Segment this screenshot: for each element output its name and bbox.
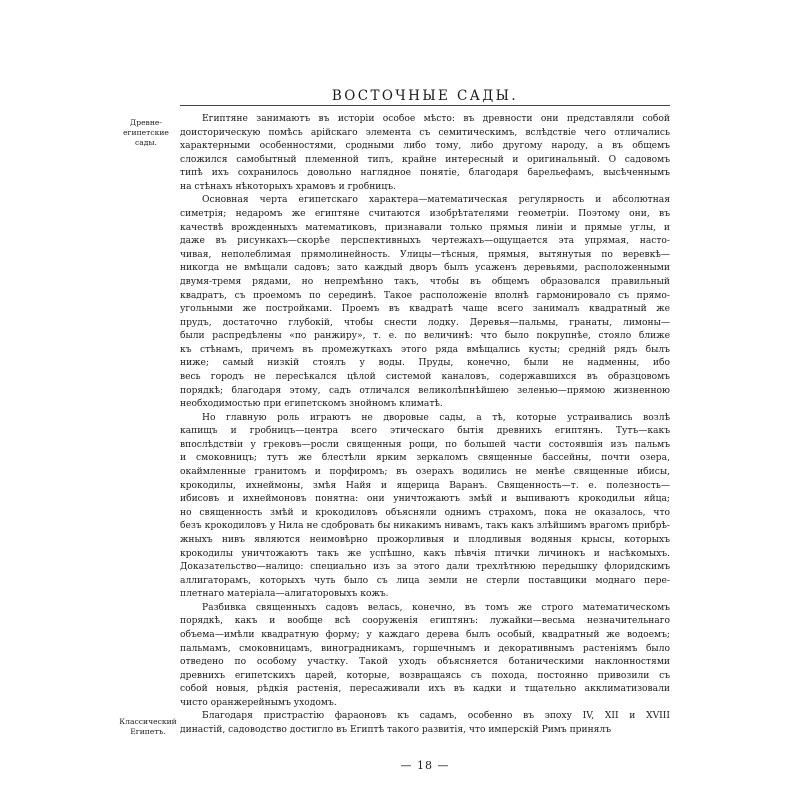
text-line: объема—имѣли квадратную форму; у каждаго дерева былъ особый, квадратный же водоемъ; — [180, 629, 670, 640]
text-line: никогда не вмѣщали садовъ; зато каждый дворъ былъ усаженъ деревьями, расположенными — [180, 263, 670, 274]
paragraph — [180, 113, 670, 194]
text-line: древнихъ египетскихъ царей, которые, возвращаясь съ похода, постоянно привозили съ — [180, 670, 670, 681]
text-line: Благодаря пристрастію фараоновъ къ садамъ, особенно въ эпоху IV, XII и XVIII — [202, 711, 670, 722]
text-line: симетрія; недаромъ же египтяне считаются изобрѣтателями геометріи. Поэтому они, въ — [180, 209, 670, 220]
text-line: собой новыя, рѣдкія растенія, пересаживали ихъ въ кадки и тщательно акклиматизовали — [180, 684, 670, 695]
text-line: угольными же постройками. Проемъ въ квадратѣ чаще всего занималъ квадратный же — [180, 304, 670, 315]
paragraph — [180, 412, 670, 602]
text-line: къ стѣнамъ, причемъ въ промежуткахъ этого ряда вмѣщались кусты; средній рядъ былъ — [180, 344, 670, 355]
title-rule — [180, 105, 670, 106]
text-line: Но главную роль играютъ не дворовые сады, а тѣ, которые устраивались возлѣ — [202, 412, 670, 423]
paragraph — [180, 194, 670, 411]
text-line: квадратъ, съ проемомъ по серединѣ. Такое расположеніе вполнѣ гармонировало съ прямо- — [180, 290, 670, 301]
text-line: Основная черта египетскаго характера—математическая регулярность и абсолютная — [202, 195, 670, 206]
text-line: сложился самобытный племенной типъ, крайне интересный и оригинальный. О садовомъ — [180, 154, 670, 165]
text-line: необходимостью при египетскомъ знойномъ климатѣ. — [180, 399, 443, 410]
text-line: и смоковницъ; тутъ же блестѣли ярким зеркаломъ священные бассейны, почти озера, — [180, 453, 670, 464]
text-line: порядкѣ, какъ и вообще всѣ сооруженія египтянъ: лужайки—весьма незначительнаго — [180, 616, 670, 627]
page-title: ВОСТОЧНЫЕ САДЫ. — [331, 88, 519, 104]
text-line: аллигаторамъ, которыхъ чуть было съ лица земли не стерли поставщики моднаго пере- — [180, 575, 670, 586]
text-line: характерными особенностями, сродными либо тому, либо другому народу, а въ общемъ — [180, 141, 670, 152]
text-line: порядкѣ; благодаря этому, садъ отличался великолѣпнѣйшею зеленью—прямою жизненною — [180, 385, 670, 396]
text-line: ибисовъ и ихнеймоновъ понятна: они уничтожаютъ змѣй и выпиваютъ крокодильи яйца; — [180, 494, 670, 505]
margin-note-classical-egypt: Классический Египетъ. — [119, 717, 177, 736]
paragraph — [180, 710, 670, 737]
margin-note-ancient-egyptian-gardens: Древне-египетские сады. — [123, 118, 169, 147]
text-line: на стѣнахъ нѣкоторыхъ храмовъ и гробницъ. — [180, 181, 396, 192]
paragraph — [180, 602, 670, 711]
text-line: Доказательство—налицо: специально изъ за этого дали трехлѣтнюю передышку флоридскимъ — [180, 562, 670, 573]
text-line: династій, садоводство достигло въ Египтѣ такого развитія, что имперскій Римъ принялъ — [180, 725, 612, 736]
text-line: чивая, неполеблимая прямолинейность. Улицы—тѣсныя, прямыя, вытянутыя по веревкѣ— — [180, 249, 670, 260]
text-line: безъ крокодиловъ у Нила не сдобровать бы никакимъ нивамъ, такъ какъ злѣйшимъ врагомъ прибрѣ- — [180, 521, 670, 532]
body-text — [180, 113, 670, 738]
text-line: чисто оранжерейнымъ уходомъ. — [180, 697, 337, 708]
text-line: типѣ ихъ сохранилось довольно наглядное понятіе, благодаря барельефамъ, высѣченнымъ — [180, 168, 670, 179]
text-line: двумя-тремя рядами, но непремѣнно такъ, чтобы въ общемъ образовался правильный — [180, 276, 670, 287]
text-line: были распредѣлены «по ранжиру», т. е. по величинѣ: что было покрупнѣе, стояло ближе — [180, 331, 670, 342]
text-line: окаймленные гранитомъ и порфиромъ; въ озерахъ водились не менѣе священные ибисы, — [180, 467, 670, 478]
text-line: жныхъ нивъ являются неимовѣрно прожорливыя и плодливыя водяныя крысы, которыхъ — [180, 534, 670, 545]
text-line: прудъ, достаточно глубокій, чтобы снести лодку. Деревья—пальмы, гранаты, лимоны— — [180, 317, 670, 328]
text-line: капищъ и гробницъ—центра всего этическаго бытія древнихъ египтянъ. Тутъ—какъ — [180, 426, 670, 437]
text-line: качествѣ врожденныхъ математиковъ, признавали только прямыя линіи и прямые углы, и — [180, 222, 670, 233]
text-line: крокодилы, ихнеймоны, змѣя Найя и ящерица Варанъ. Священность—т. е. полезность— — [180, 480, 670, 491]
text-line: ниже; самый низкій стоялъ у воды. Пруды, конечно, были не надменны, ибо — [180, 358, 670, 369]
text-line: доисторическую помѣсь арійскаго элемента съ семитическимъ, вслѣдствіе чего отличались — [180, 127, 670, 138]
text-line: плетнаго матеріала—алигаторовыхъ кожъ. — [180, 589, 389, 600]
page-number: — 18 — — [400, 759, 450, 772]
text-line: впослѣдствіи у грековъ—росли священныя рощи, по большей части состоявшія изъ пальмъ — [180, 439, 670, 450]
text-line: пальмамъ, смоковницамъ, виноградникамъ, горшечнымъ и декоративнымъ растеніямъ было — [180, 643, 670, 654]
text-line: но священность змѣй и крокодиловъ объясняли однимъ страхомъ, пока не оказалось, что — [180, 507, 670, 518]
text-line: даже въ рисункахъ—скорѣе перспективныхъ чертежахъ—ощущается эта упрямая, насто- — [180, 236, 670, 247]
text-line: Разбивка священныхъ садовъ велась, конечно, въ томъ же строго математическомъ — [202, 602, 670, 613]
text-line: Египтяне занимаютъ въ исторіи особое мѣсто: въ древности они представляли собой — [202, 114, 670, 124]
text-line: весь городъ не пересѣкался цѣлой системой каналовъ, содержавшихся въ образцовомъ — [180, 371, 670, 382]
text-line: отведено по особому участку. Такой уходъ объясняется ботаническими наклонностями — [180, 657, 670, 668]
text-line: крокодилы уничтожаютъ такъ же успѣшно, какъ пѣвчія птички личинокъ и насѣкомыхъ. — [180, 548, 670, 559]
